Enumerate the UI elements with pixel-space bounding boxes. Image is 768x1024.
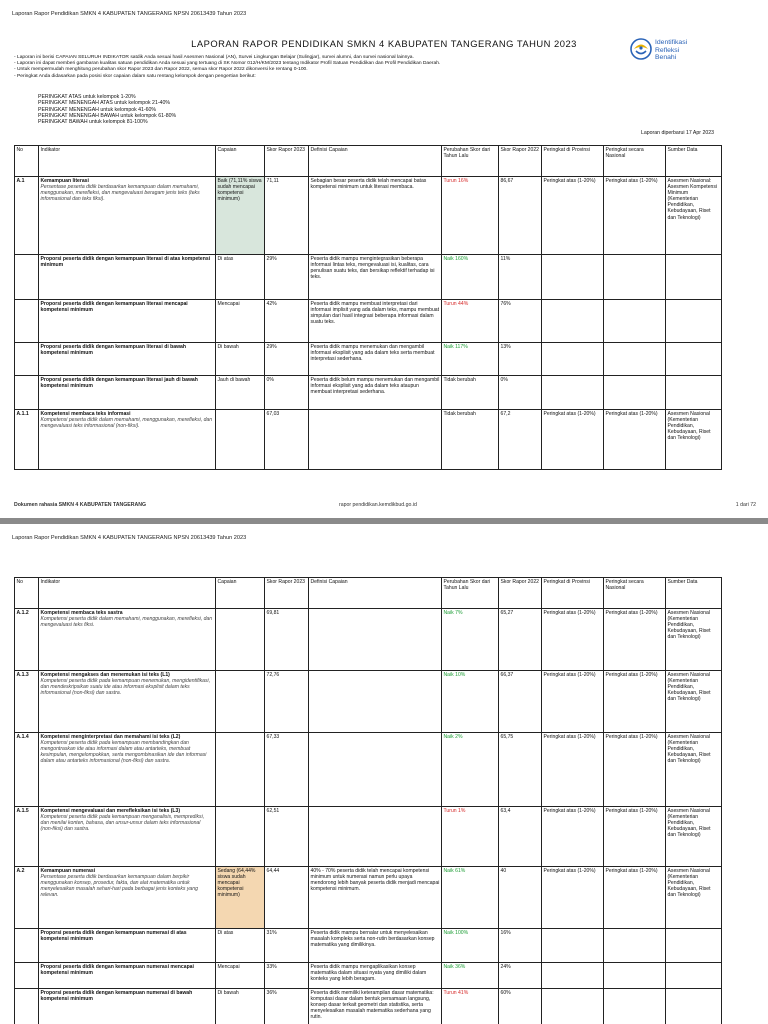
running-header: Laporan Rapor Pendidikan SMKN 4 KABUPATEN TANGERANG NPSN 20613439 Tahun 2023 (12, 535, 247, 541)
indicator-description: Kompetensi peserta didik dalam memahami, menggunakan, merefleksi, dan mengevaluasi teks fiksi. (40, 616, 213, 629)
cell-peringkat-nasional (604, 255, 666, 300)
indicator-name: Kompetensi menginterpretasi dan memahami isi teks (L2) (40, 734, 181, 740)
cell-indicator (39, 609, 216, 671)
cell-capaian: Baik (71,11% siswa sudah mencapai kompetensi minimum) (216, 177, 265, 255)
cell-peringkat-nasional: Peringkat atas (1-20%) (604, 807, 666, 867)
table-row (15, 963, 722, 989)
cell-peringkat-provinsi (542, 376, 604, 410)
table-row (15, 255, 722, 300)
cell-definisi: 40% - 70% peserta didik telah mencapai kompetensi minimum untuk numerasi namun perlu upaya mendorong lebih banyak peserta didik menjadi mencapai kompetensi minimum. (309, 867, 442, 929)
cell-definisi: Sebagian besar peserta didik telah mencapai batas kompetensi minimum untuk literasi membaca. (309, 177, 442, 255)
intro-line: - Peringkat Anda didasarkan pada posisi skor capaian dalam satu rentang kelompok dengan pengertian berikut: (14, 73, 256, 79)
updated-date: Laporan diperbarui 17 Apr 2023 (641, 130, 714, 136)
table-row (15, 733, 722, 807)
indicator-description: Kompetensi peserta didik pada kemampuan membandingkan dan mengontraskan ide atau informasi dalam atau antarteks, membuat kesimpulan, mengelompokkan, serta mengombinasikan ide dan informasi dalam atau antarteks informasional (non-fiksi) dan sastra. (40, 740, 207, 765)
cell-definisi (309, 807, 442, 867)
cell-peringkat-nasional (604, 929, 666, 963)
cell-capaian: Di bawah (216, 989, 265, 1024)
indicator-name: Kompetensi mengakses dan menemukan isi teks (L1) (40, 672, 170, 678)
cell-skor-2023: 72,76 (265, 671, 309, 733)
cell-peringkat-provinsi: Peringkat atas (1-20%) (542, 609, 604, 671)
cell-sumber-data: Asesmen Nasional (Kementerian Pendidikan, Kebudayaan, Riset dan Teknologi) (666, 671, 722, 733)
cell-skor-2023: 0% (265, 376, 309, 410)
cell-capaian: Di atas (216, 255, 265, 300)
column-header-capaian: Capaian (216, 578, 265, 609)
cell-skor-2022: 13% (499, 343, 542, 376)
cell-capaian: Mencapai (216, 963, 265, 989)
cell-perubahan: Turun 44% (442, 300, 499, 343)
cell-indicator (39, 963, 216, 989)
cell-peringkat-provinsi: Peringkat atas (1-20%) (542, 410, 604, 470)
cell-peringkat-nasional (604, 300, 666, 343)
cell-peringkat-provinsi (542, 300, 604, 343)
cell-indicator (39, 671, 216, 733)
cell-sumber-data (666, 343, 722, 376)
column-header-no: No (15, 146, 39, 177)
cell-perubahan: Naik 160% (442, 255, 499, 300)
cell-peringkat-nasional: Peringkat atas (1-20%) (604, 410, 666, 470)
cell-peringkat-nasional (604, 376, 666, 410)
table-row (15, 343, 722, 376)
cell-sumber-data: Asesmen Nasional (Kementerian Pendidikan, Kebudayaan, Riset dan Teknologi) (666, 410, 722, 470)
indicator-name: Proporsi peserta didik dengan kemampuan literasi jauh di bawah kompetensi minimum (40, 377, 198, 390)
cell-skor-2023: 29% (265, 255, 309, 300)
column-header-skor2023: Skor Rapor 2023 (265, 578, 309, 609)
cell-definisi: Peserta didik mampu mengintegrasikan beberapa informasi lintas teks, mengevaluasi isi, kualitas, cara penulisan suatu teks, dan bersikap reflektif terhadap isi teks. (309, 255, 442, 300)
indicator-table (14, 145, 722, 470)
indicator-name: Proporsi peserta didik dengan kemampuan numerasi di bawah kompetensi minimum (40, 990, 193, 1003)
cell-no: A.1 (15, 177, 39, 255)
column-header-perubahan: Perubahan Skor dari Tahun Lalu (442, 578, 499, 609)
cell-definisi: Peserta didik memiliki keterampilan dasar matematika: komputasi dasar dalam bentuk persamaan langsung, konsep dasar terkait geometri dan statistika, serta menyelesaikan masalah matematika sederhana yang rutin. (309, 989, 442, 1024)
cell-indicator (39, 300, 216, 343)
cell-perubahan: Naik 2% (442, 733, 499, 807)
cell-skor-2023: 36% (265, 989, 309, 1024)
cell-skor-2022: 76% (499, 300, 542, 343)
cell-peringkat-provinsi (542, 343, 604, 376)
cell-perubahan: Naik 61% (442, 867, 499, 929)
cell-skor-2023: 69,81 (265, 609, 309, 671)
column-header-skor2022: Skor Rapor 2022 (499, 578, 542, 609)
cell-capaian: Mencapai (216, 300, 265, 343)
level-item: PERINGKAT MENENGAH BAWAH untuk kelompok 61-80% (38, 112, 177, 119)
cell-no (15, 989, 39, 1024)
indicator-name: Kemampuan literasi (40, 178, 89, 184)
cell-perubahan: Naik 10% (442, 671, 499, 733)
cell-no (15, 343, 39, 376)
cell-indicator (39, 807, 216, 867)
column-header-sumber: Sumber Data (666, 146, 722, 177)
cell-skor-2023: 33% (265, 963, 309, 989)
footer-website: rapor pendidikan.kemdikbud.go.id (339, 502, 417, 508)
intro-line: - Laporan ini dapat memberi gambaran kualitas satuan pendidikan Anda sesuai yang tertuang di SK Nomor 012/H/KM/2023 tentang Indikator Profil Satuan Pendidikan dan Profil Pendidikan Daerah. (14, 61, 441, 67)
intro-notes (14, 55, 624, 80)
table-row (15, 867, 722, 929)
cell-indicator (39, 867, 216, 929)
column-header-skor2022: Skor Rapor 2022 (499, 146, 542, 177)
cell-definisi (309, 410, 442, 470)
cell-sumber-data (666, 929, 722, 963)
cell-no (15, 963, 39, 989)
table-row (15, 376, 722, 410)
cell-indicator (39, 410, 216, 470)
indicator-description: Persentase peserta didik berdasarkan kemampuan dalam memahami, menggunakan, merefleksi, dan mengevaluasi beragam jenis teks (teks informasional dan teks fiksi). (40, 184, 200, 203)
column-header-skor2023: Skor Rapor 2023 (265, 146, 309, 177)
tut-wuri-emblem-icon (630, 37, 652, 61)
indicator-name: Proporsi peserta didik dengan kemampuan literasi mencapai kompetensi minimum (40, 301, 188, 314)
cell-definisi: Peserta didik mampu mengaplikasikan konsep matematika dalam situasi nyata yang dimiliki dalam konteks yang lebih beragam. (309, 963, 442, 989)
cell-capaian (216, 609, 265, 671)
cell-sumber-data (666, 300, 722, 343)
indicator-name: Kompetensi mengevaluasi dan merefleksikan isi teks (L3) (40, 808, 181, 814)
cell-capaian: Jauh di bawah (216, 376, 265, 410)
ranking-levels (38, 94, 176, 125)
cell-peringkat-provinsi: Peringkat atas (1-20%) (542, 733, 604, 807)
cell-skor-2023: 64,44 (265, 867, 309, 929)
cell-peringkat-nasional: Peringkat atas (1-20%) (604, 671, 666, 733)
cell-no (15, 376, 39, 410)
table-row (15, 300, 722, 343)
cell-peringkat-provinsi: Peringkat atas (1-20%) (542, 807, 604, 867)
cell-skor-2022: 24% (499, 963, 542, 989)
cell-sumber-data: Asesmen Nasional (Kementerian Pendidikan, Kebudayaan, Riset dan Teknologi) (666, 867, 722, 929)
cell-capaian: Di atas (216, 929, 265, 963)
cell-skor-2023: 67,03 (265, 410, 309, 470)
indicator-name: Kompetensi membaca teks sastra (40, 610, 123, 616)
report-page-2 (0, 524, 768, 1024)
indicator-name: Proporsi peserta didik dengan kemampuan numerasi di atas kompetensi minimum (40, 930, 187, 943)
cell-skor-2022: 0% (499, 376, 542, 410)
cell-capaian: Sedang (64,44% siswa sudah mencapai kompetensi minimum) (216, 867, 265, 929)
table-row (15, 929, 722, 963)
cell-indicator (39, 177, 216, 255)
intro-line: - Untuk mempermudah menghitung perubahan skor Rapor 2023 dan Rapor 2022, semua skor Rapor 2022 dikonversi ke rentang 0-100. (14, 67, 308, 73)
table-row (15, 609, 722, 671)
running-header: Laporan Rapor Pendidikan SMKN 4 KABUPATEN TANGERANG NPSN 20613439 Tahun 2023 (12, 11, 247, 17)
cell-indicator (39, 343, 216, 376)
level-item: PERINGKAT ATAS untuk kelompok 1-20% (38, 94, 136, 100)
cell-no (15, 929, 39, 963)
cell-sumber-data: Asesmen Nasional (Kementerian Pendidikan, Kebudayaan, Riset dan Teknologi) (666, 807, 722, 867)
cell-perubahan: Turun 41% (442, 989, 499, 1024)
cell-peringkat-nasional: Peringkat atas (1-20%) (604, 609, 666, 671)
cell-skor-2023: 31% (265, 929, 309, 963)
cell-capaian (216, 410, 265, 470)
cell-definisi: Peserta didik mampu bernalar untuk menyelesaikan masalah kompleks serta non-rutin berdasarkan konsep matematika yang dimilikinya. (309, 929, 442, 963)
column-header-prov: Peringkat di Provinsi (542, 578, 604, 609)
cell-peringkat-provinsi: Peringkat atas (1-20%) (542, 671, 604, 733)
cell-peringkat-provinsi (542, 255, 604, 300)
cell-skor-2022: 16% (499, 929, 542, 963)
cell-definisi: Peserta didik mampu menemukan dan mengambil informasi eksplisit yang ada dalam teks serta membuat interpretasi sederhana. (309, 343, 442, 376)
cell-peringkat-nasional: Peringkat atas (1-20%) (604, 867, 666, 929)
logo-line-benahi: Benahi (655, 54, 677, 62)
indicator-name: Kompetensi membaca teks informasi (40, 411, 131, 417)
cell-peringkat-nasional (604, 343, 666, 376)
cell-indicator (39, 929, 216, 963)
cell-perubahan: Naik 7% (442, 609, 499, 671)
cell-perubahan: Tidak berubah (442, 410, 499, 470)
indicator-table (14, 577, 722, 1024)
column-header-indikator: Indikator (39, 146, 216, 177)
cell-skor-2022: 67,2 (499, 410, 542, 470)
cell-no: A.1.1 (15, 410, 39, 470)
cell-skor-2022: 63,4 (499, 807, 542, 867)
indicator-name: Proporsi peserta didik dengan kemampuan literasi di bawah kompetensi minimum (40, 344, 186, 357)
cell-skor-2023: 67,33 (265, 733, 309, 807)
cell-perubahan: Tidak berubah (442, 376, 499, 410)
cell-peringkat-provinsi (542, 929, 604, 963)
cell-no: A.1.2 (15, 609, 39, 671)
cell-peringkat-nasional (604, 963, 666, 989)
indicator-name: Kemampuan numerasi (40, 868, 96, 874)
cell-perubahan: Turun 16% (442, 177, 499, 255)
cell-definisi (309, 609, 442, 671)
cell-sumber-data: Asesmen Nasional (Kementerian Pendidikan, Kebudayaan, Riset dan Teknologi) (666, 733, 722, 807)
cell-sumber-data: Asesmen Nasional: Asesmen Kompetensi Minimum (Kementerian Pendidikan, Kebudayaan, Riset dan Teknologi) (666, 177, 722, 255)
column-header-prov: Peringkat di Provinsi (542, 146, 604, 177)
column-header-definisi: Definisi Capaian (309, 578, 442, 609)
level-item: PERINGKAT MENENGAH ATAS untuk kelompok 21-40% (38, 100, 170, 107)
cell-peringkat-provinsi: Peringkat atas (1-20%) (542, 867, 604, 929)
column-header-sumber: Sumber Data (666, 578, 722, 609)
cell-skor-2022: 66,37 (499, 671, 542, 733)
footer-confidential: Dokumen rahasia SMKN 4 KABUPATEN TANGERANG (14, 502, 147, 508)
cell-skor-2022: 86,67 (499, 177, 542, 255)
cell-skor-2023: 62,51 (265, 807, 309, 867)
cell-sumber-data (666, 989, 722, 1024)
cell-skor-2022: 11% (499, 255, 542, 300)
report-title: LAPORAN RAPOR PENDIDIKAN SMKN 4 KABUPATEN TANGERANG TAHUN 2023 (191, 38, 577, 49)
cell-skor-2022: 65,75 (499, 733, 542, 807)
indicator-description: Kompetensi peserta didik pada kemampuan menemukan, mengidentifikasi, dan mendeskripsikan suatu ide atau informasi eksplisit dalam teks informasional (non-fiksi) dan sastra. (40, 678, 211, 697)
cell-no (15, 300, 39, 343)
cell-no (15, 255, 39, 300)
cell-sumber-data: Asesmen Nasional (Kementerian Pendidikan, Kebudayaan, Riset dan Teknologi) (666, 609, 722, 671)
cell-peringkat-provinsi (542, 963, 604, 989)
indicator-name: Proporsi peserta didik dengan kemampuan numerasi mencapai kompetensi minimum (40, 964, 194, 977)
table-row (15, 807, 722, 867)
cell-skor-2022: 65,27 (499, 609, 542, 671)
indicator-description: Kompetensi peserta didik dalam memahami, menggunakan, merefleksi, dan mengevaluasi teks informasional (non-fiksi). (40, 417, 213, 430)
cell-definisi: Peserta didik mampu membuat interpretasi dari informasi implisit yang ada dalam teks, mampu membuat simpulan dari hasil integrasi beberapa informasi dalam suatu teks. (309, 300, 442, 343)
table-row (15, 177, 722, 255)
column-header-indikator: Indikator (39, 578, 216, 609)
cell-peringkat-nasional: Peringkat atas (1-20%) (604, 177, 666, 255)
level-item: PERINGKAT MENENGAH untuk kelompok 41-60% (38, 106, 157, 113)
indicator-name: Proporsi peserta didik dengan kemampuan literasi di atas kompetensi minimum (40, 256, 211, 269)
cell-no: A.2 (15, 867, 39, 929)
column-header-capaian: Capaian (216, 146, 265, 177)
column-header-no: No (15, 578, 39, 609)
cell-skor-2023: 42% (265, 300, 309, 343)
table-header-row (15, 578, 722, 609)
indicator-description: Kompetensi peserta didik pada kemampuan menganalisis, memprediksi, dan menilai konten, bahasa, dan unsur-unsur dalam teks informasional (non-fiksi) dan sastra. (40, 814, 205, 833)
cell-sumber-data (666, 376, 722, 410)
logo-line-refleksi: Refleksi (655, 46, 680, 54)
column-header-nas: Peringkat secara Nasional (604, 146, 666, 177)
cell-capaian (216, 671, 265, 733)
cell-perubahan: Turun 1% (442, 807, 499, 867)
cell-sumber-data (666, 963, 722, 989)
cell-skor-2022: 60% (499, 989, 542, 1024)
table-header-row (15, 146, 722, 177)
footer-page-number: 1 dari 72 (735, 502, 756, 508)
cell-no: A.1.5 (15, 807, 39, 867)
cell-perubahan: Naik 36% (442, 963, 499, 989)
column-header-definisi: Definisi Capaian (309, 146, 442, 177)
cell-peringkat-provinsi: Peringkat atas (1-20%) (542, 177, 604, 255)
cell-capaian (216, 733, 265, 807)
cell-capaian (216, 807, 265, 867)
cell-peringkat-nasional: Peringkat atas (1-20%) (604, 733, 666, 807)
rapor-logo (630, 37, 722, 65)
cell-perubahan: Naik 117% (442, 343, 499, 376)
table-row (15, 410, 722, 470)
cell-definisi (309, 733, 442, 807)
table-row (15, 989, 722, 1024)
cell-skor-2023: 29% (265, 343, 309, 376)
cell-no: A.1.4 (15, 733, 39, 807)
cell-definisi: Peserta didik belum mampu menemukan dan mengambil informasi eksplisit yang ada dalam teks ataupun membuat interpretasi sederhana. (309, 376, 442, 410)
cell-indicator (39, 376, 216, 410)
cell-no: A.1.3 (15, 671, 39, 733)
cell-indicator (39, 733, 216, 807)
indicator-description: Persentase peserta didik berdasarkan kemampuan dalam berpikir menggunakan konsep, prosedur, fakta, dan alat matematika untuk menyelesaikan masalah sehari-hari pada berbagai jenis konteks yang relevan. (40, 874, 198, 899)
cell-peringkat-nasional (604, 989, 666, 1024)
cell-indicator (39, 255, 216, 300)
logo-line-identifikasi: Identifikasi (655, 39, 688, 46)
cell-indicator (39, 989, 216, 1024)
cell-skor-2023: 71,11 (265, 177, 309, 255)
cell-perubahan: Naik 100% (442, 929, 499, 963)
table-row (15, 671, 722, 733)
cell-sumber-data (666, 255, 722, 300)
column-header-perubahan: Perubahan Skor dari Tahun Lalu (442, 146, 499, 177)
cell-peringkat-provinsi (542, 989, 604, 1024)
intro-line: - Laporan ini berisi CAPAIAN SELURUH INDIKATOR satdik Anda sesuai hasil Asesmen Nasional (AN), Survei Lingkungan Belajar (Sulingjar), survei alumni, dan survei nasional lainnya. (14, 55, 414, 60)
column-header-nas: Peringkat secara Nasional (604, 578, 666, 609)
cell-capaian: Di bawah (216, 343, 265, 376)
cell-skor-2022: 40 (499, 867, 542, 929)
cell-definisi (309, 671, 442, 733)
level-item: PERINGKAT BAWAH untuk kelompok 81-100% (38, 119, 148, 126)
